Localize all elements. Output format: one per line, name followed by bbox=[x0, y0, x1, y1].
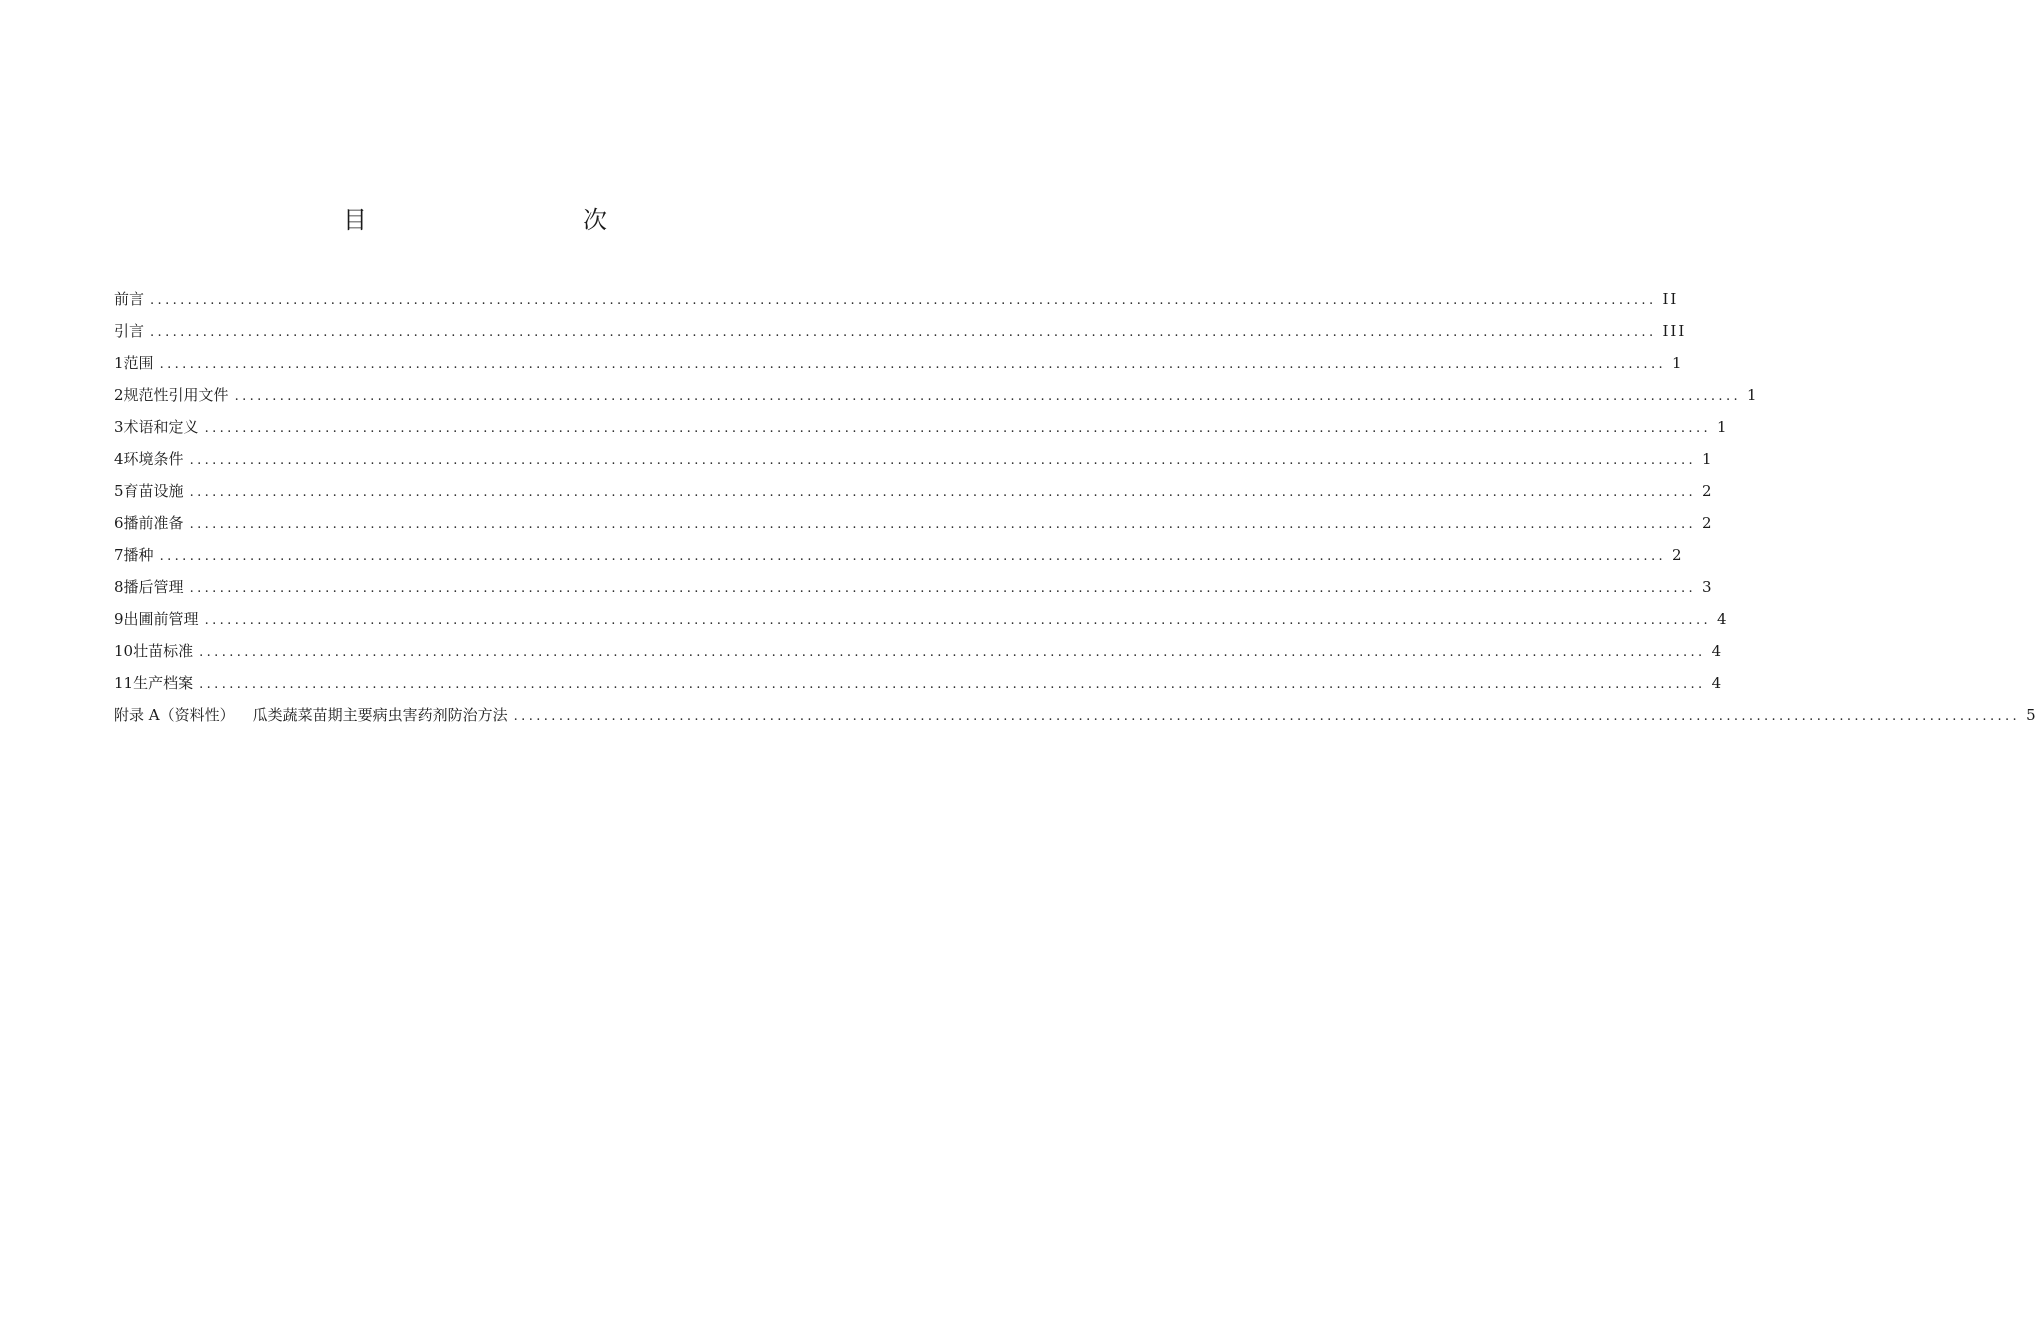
toc-heading: 目 次 bbox=[343, 206, 663, 234]
toc-entry-page: 4 bbox=[1717, 610, 1729, 628]
toc-entry-title: 规范性引用文件 bbox=[123, 386, 229, 404]
dot-leader: ........................................................................................................................................................................................................ bbox=[204, 613, 1712, 628]
dot-leader: ........................................................................................................................................................................................................ bbox=[234, 389, 1742, 404]
toc-entry-5[interactable] bbox=[114, 479, 1714, 511]
toc-entry-number: 7 bbox=[114, 546, 124, 564]
dot-leader: ........................................................................................................................................................................................................ bbox=[150, 325, 1657, 340]
toc-entry-title: 范围 bbox=[123, 354, 154, 372]
toc-entry-page: 2 bbox=[1702, 482, 1714, 500]
toc-entry-4[interactable] bbox=[114, 447, 1714, 479]
toc-entry-page: 1 bbox=[1672, 354, 1684, 372]
dot-leader: ........................................................................................................................................................................................................ bbox=[189, 581, 1697, 596]
toc-entry-page: 4 bbox=[1711, 674, 1724, 692]
toc-entry-number: 10 bbox=[114, 642, 134, 660]
dot-leader: ........................................................................................................................................................................................................ bbox=[159, 357, 1667, 372]
dot-leader: ........................................................................................................................................................................................................ bbox=[513, 709, 2021, 724]
toc-entry-foreword[interactable] bbox=[114, 287, 1679, 319]
toc-entry-number: 2 bbox=[114, 386, 124, 404]
dot-leader: ........................................................................................................................................................................................................ bbox=[204, 421, 1712, 436]
dot-leader: ........................................................................................................................................................................................................ bbox=[189, 485, 1697, 500]
toc-entry-10[interactable] bbox=[114, 639, 1724, 671]
dot-leader: ........................................................................................................................................................................................................ bbox=[199, 645, 1706, 660]
toc-entry-title: 播种 bbox=[123, 546, 154, 564]
toc-entry-appendix-a[interactable] bbox=[114, 703, 2038, 735]
toc-entry-page: 1 bbox=[1702, 450, 1714, 468]
dot-leader: ........................................................................................................................................................................................................ bbox=[189, 517, 1697, 532]
toc-entry-page: 3 bbox=[1702, 578, 1714, 596]
toc-entry-page: 1 bbox=[1747, 386, 1759, 404]
toc-entry-number: 9 bbox=[114, 610, 124, 628]
toc-entry-11[interactable] bbox=[114, 671, 1724, 703]
toc-entry-number: 3 bbox=[114, 418, 124, 436]
toc-entry-title: 术语和定义 bbox=[123, 418, 199, 436]
toc-entry-title: 播后管理 bbox=[123, 578, 184, 596]
dot-leader: ........................................................................................................................................................................................................ bbox=[159, 549, 1667, 564]
toc-entry-number: 5 bbox=[114, 482, 124, 500]
dot-leader: ........................................................................................................................................................................................................ bbox=[189, 453, 1697, 468]
toc-entry-title: 育苗设施 bbox=[123, 482, 184, 500]
toc-entry-page: 1 bbox=[1717, 418, 1729, 436]
toc-entry-8[interactable] bbox=[114, 575, 1714, 607]
toc-entry-introduction[interactable] bbox=[114, 319, 1687, 351]
appendix-label: 附录 A（资料性） bbox=[114, 706, 235, 724]
toc-entry-page: 2 bbox=[1672, 546, 1684, 564]
toc-entry-page: 4 bbox=[1711, 642, 1724, 660]
toc-entry-7[interactable] bbox=[114, 543, 1684, 575]
dot-leader: ........................................................................................................................................................................................................ bbox=[150, 293, 1657, 308]
toc-entry-2[interactable] bbox=[114, 383, 1759, 415]
toc-entry-title: 引言 bbox=[114, 322, 145, 340]
toc-entry-number: 6 bbox=[114, 514, 124, 532]
toc-entry-page: II bbox=[1662, 290, 1679, 308]
toc-entry-title: 生产档案 bbox=[133, 674, 194, 692]
toc-entry-1[interactable] bbox=[114, 351, 1684, 383]
dot-leader: ........................................................................................................................................................................................................ bbox=[199, 677, 1706, 692]
toc-entry-number: 4 bbox=[114, 450, 124, 468]
toc-entry-number: 1 bbox=[114, 354, 124, 372]
toc-entry-page: 2 bbox=[1702, 514, 1714, 532]
toc-entry-title: 瓜类蔬菜苗期主要病虫害药剂防治方法 bbox=[252, 706, 508, 724]
toc-entry-number: 11 bbox=[114, 674, 134, 692]
toc-entry-page: III bbox=[1662, 322, 1687, 340]
toc-entry-title: 壮苗标准 bbox=[133, 642, 194, 660]
toc-entry-9[interactable] bbox=[114, 607, 1729, 639]
toc-entry-6[interactable] bbox=[114, 511, 1714, 543]
toc-entry-title: 播前准备 bbox=[123, 514, 184, 532]
toc-entry-title: 出圃前管理 bbox=[123, 610, 199, 628]
toc-entry-title: 前言 bbox=[114, 290, 145, 308]
toc-entry-number: 8 bbox=[114, 578, 124, 596]
toc-entry-3[interactable] bbox=[114, 415, 1729, 447]
table-of-contents bbox=[114, 287, 2038, 735]
toc-entry-title: 环境条件 bbox=[123, 450, 184, 468]
toc-entry-page: 5 bbox=[2026, 706, 2038, 724]
